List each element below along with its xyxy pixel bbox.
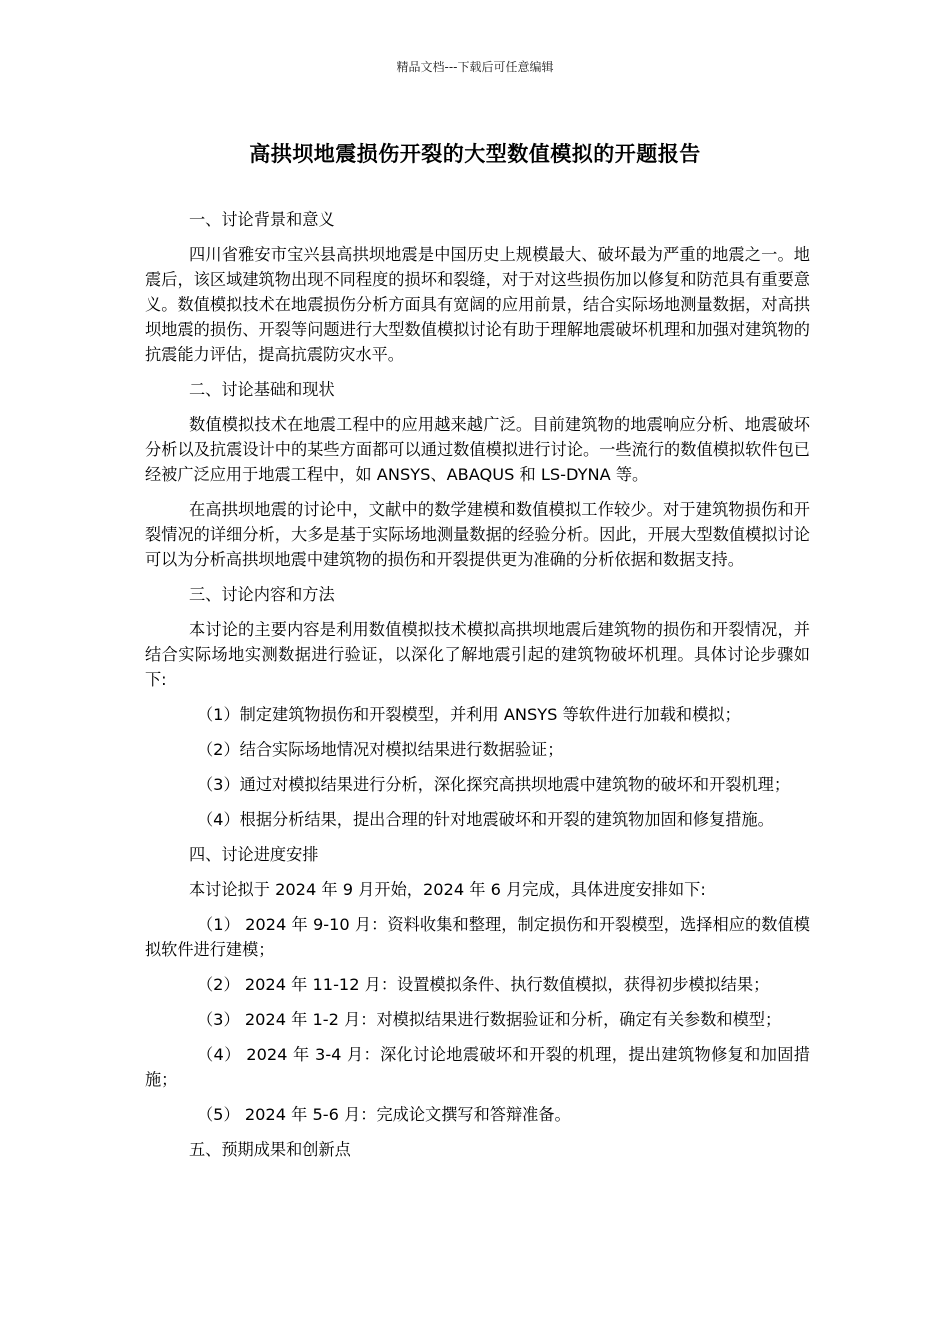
paragraph: 数值模拟技术在地震工程中的应用越来越广泛。目前建筑物的地震响应分析、地震破坏分析以及抗震设计中的某些方面都可以通过数值模拟进行讨论。一些流行的数值模拟软件包已经被广泛应用于地震工程中，如 ANSYS、ABAQUS 和 LS-DYNA 等。 <box>145 415 810 484</box>
list-item: （2）结合实际场地情况对模拟结果进行数据验证； <box>197 740 564 759</box>
section-heading: 四、讨论进度安排 <box>189 845 319 864</box>
section-heading: 五、预期成果和创新点 <box>189 1140 351 1159</box>
list-item: （4）根据分析结果，提出合理的针对地震破坏和开裂的建筑物加固和修复措施。 <box>197 810 774 829</box>
paragraph: 本讨论拟于 2024 年 9 月开始，2024 年 6 月完成，具体进度安排如下: <box>189 880 706 899</box>
section-heading: 一、讨论背景和意义 <box>189 210 335 229</box>
paragraph: 在高拱坝地震的讨论中，文献中的数学建模和数值模拟工作较少。对于建筑物损伤和开裂情况的详细分析，大多是基于实际场地测量数据的经验分析。因此，开展大型数值模拟讨论可以为分析高拱坝地震中建筑物的损伤和开裂提供更为准确的分析依据和数据支持。 <box>145 500 810 569</box>
list-item: （5） 2024 年 5-6 月：完成论文撰写和答辩准备。 <box>197 1105 571 1124</box>
document-body <box>145 207 810 1172</box>
paragraph: 四川省雅安市宝兴县高拱坝地震是中国历史上规模最大、破坏最为严重的地震之一。地震后，该区域建筑物出现不同程度的损坏和裂缝，对于对这些损伤加以修复和防范具有重要意义。数值模拟技术在地震损伤分析方面具有宽阔的应用前景，结合实际场地测量数据，对高拱坝地震的损伤、开裂等问题进行大型数值模拟讨论有助于理解地震破坏机理和加强对建筑物的抗震能力评估，提高抗震防灾水平。 <box>145 245 810 364</box>
list-item: （1）制定建筑物损伤和开裂模型，并利用 ANSYS 等软件进行加载和模拟； <box>197 705 741 724</box>
page-title: 高拱坝地震损伤开裂的大型数值模拟的开题报告 <box>249 142 701 166</box>
list-item: （4） 2024 年 3-4 月：深化讨论地震破坏和开裂的机理，提出建筑物修复和加固措施； <box>145 1045 810 1089</box>
section-heading: 二、讨论基础和现状 <box>189 380 335 399</box>
list-item: （2） 2024 年 11-12 月：设置模拟条件、执行数值模拟，获得初步模拟结果； <box>197 975 770 994</box>
page-header: 精品文档---下载后可任意编辑 <box>396 60 554 74</box>
paragraph: 本讨论的主要内容是利用数值模拟技术模拟高拱坝地震后建筑物的损伤和开裂情况，并结合实际场地实测数据进行验证，以深化了解地震引起的建筑物破坏机理。具体讨论步骤如下: <box>145 620 810 689</box>
section-heading: 三、讨论内容和方法 <box>189 585 335 604</box>
list-item: （3）通过对模拟结果进行分析，深化探究高拱坝地震中建筑物的破坏和开裂机理； <box>197 775 791 794</box>
list-item: （1） 2024 年 9-10 月：资料收集和整理，制定损伤和开裂模型，选择相应的数值模拟软件进行建模； <box>145 915 810 959</box>
list-item: （3） 2024 年 1-2 月：对模拟结果进行数据验证和分析，确定有关参数和模型； <box>197 1010 782 1029</box>
